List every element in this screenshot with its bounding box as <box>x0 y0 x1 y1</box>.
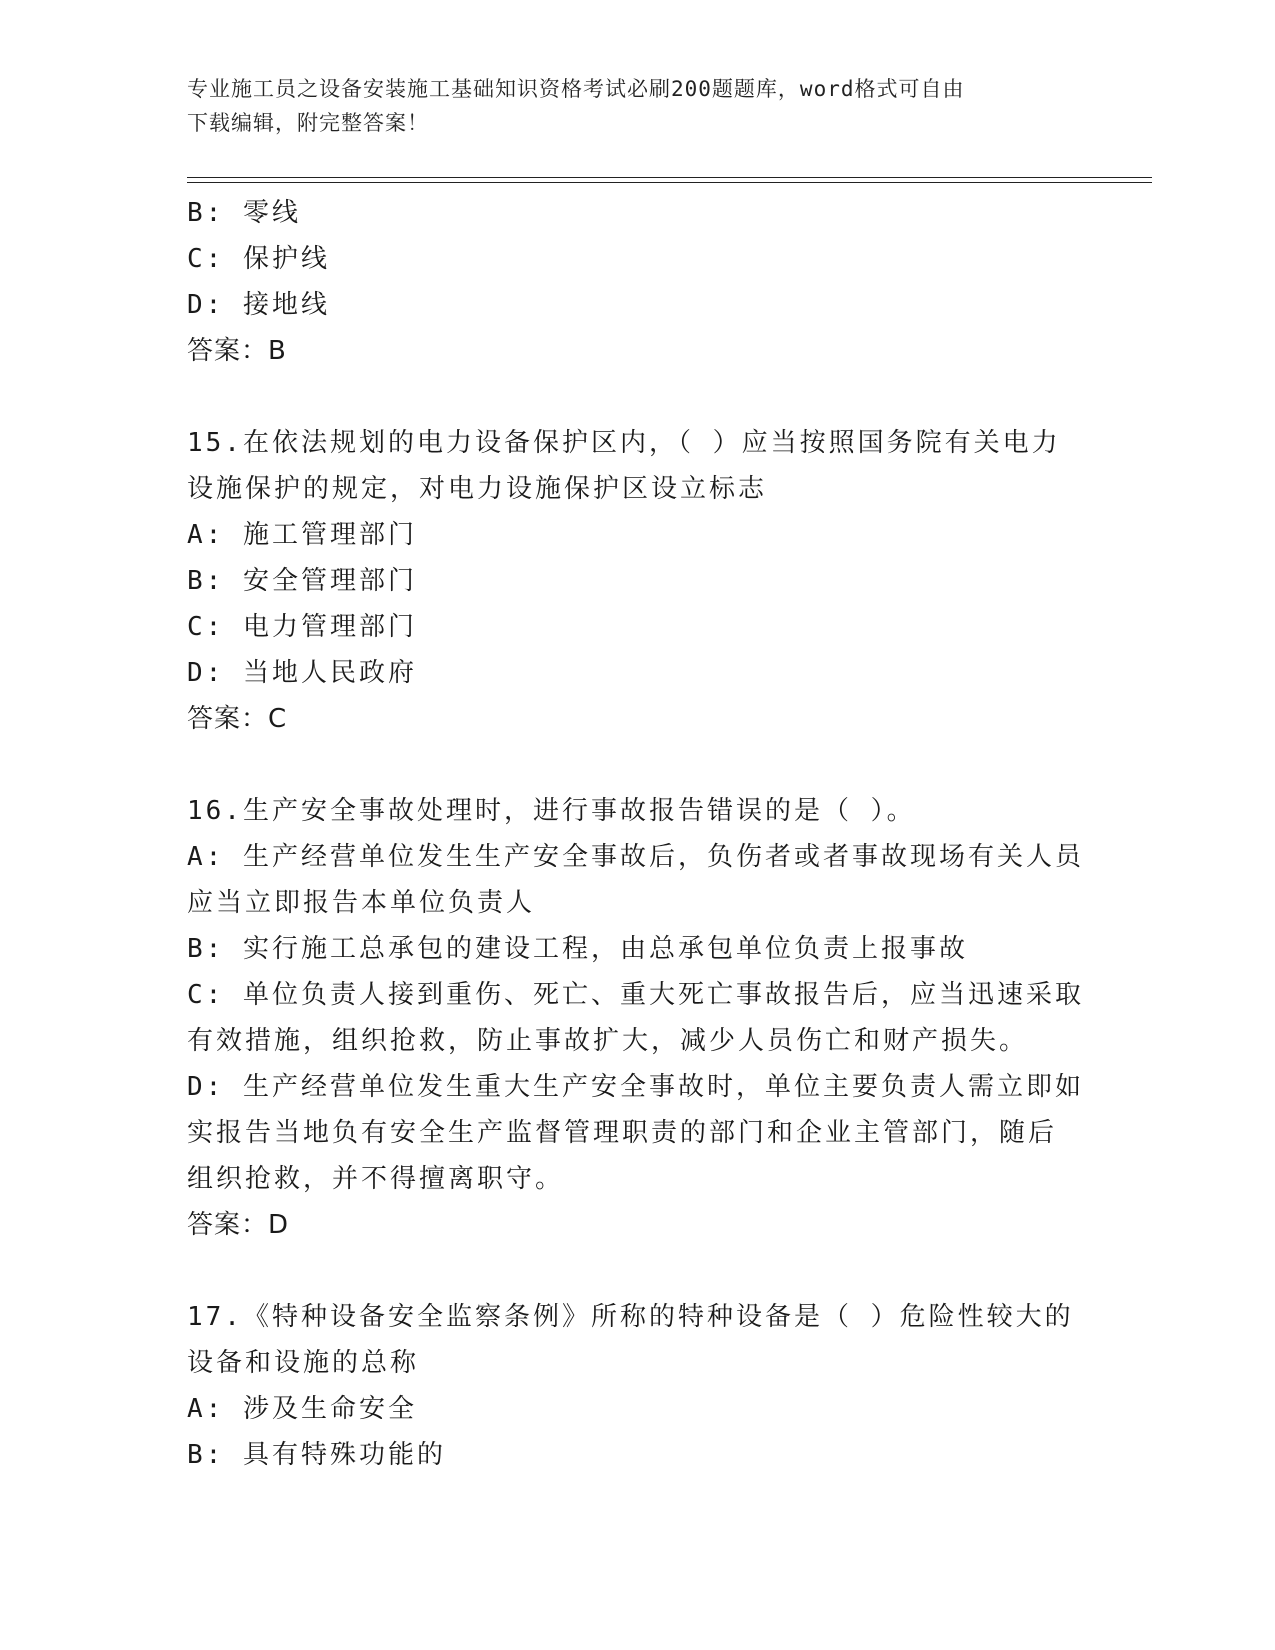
document-header <box>187 72 1077 140</box>
header-rule-top <box>187 177 1152 178</box>
spacer <box>187 742 1087 788</box>
prev-question-block <box>187 190 1087 374</box>
question-17-block <box>187 1294 1087 1478</box>
question-16-block <box>187 788 1087 1248</box>
option-c: C: 保护线 <box>187 244 330 274</box>
option-b: B: 实行施工总承包的建设工程，由总承包单位负责上报事故 <box>187 934 968 964</box>
answer-line: 答案：B <box>187 336 287 366</box>
option-d-cont: 实报告当地负有安全生产监督管理职责的部门和企业主管部门，随后 <box>187 1118 1058 1148</box>
option-a-cont: 应当立即报告本单位负责人 <box>187 888 536 918</box>
option-d: D: 当地人民政府 <box>187 658 417 688</box>
option-a: A: 涉及生命安全 <box>187 1394 417 1424</box>
question-stem: 15.在依法规划的电力设备保护区内，（ ）应当按照国务院有关电力 <box>187 428 1061 458</box>
question-content <box>187 190 1087 1478</box>
answer-line: 答案：C <box>187 704 288 734</box>
spacer <box>187 1248 1087 1294</box>
option-b: B: 具有特殊功能的 <box>187 1440 446 1470</box>
option-b: B: 零线 <box>187 198 301 228</box>
spacer <box>187 374 1087 420</box>
header-line-2: 下载编辑，附完整答案！ <box>187 111 429 135</box>
option-d-cont: 组织抢救，并不得擅离职守。 <box>187 1164 565 1194</box>
question-15-block <box>187 420 1087 742</box>
question-stem: 17.《特种设备安全监察条例》所称的特种设备是（ ）危险性较大的 <box>187 1302 1074 1332</box>
option-c: C: 单位负责人接到重伤、死亡、重大死亡事故报告后，应当迅速采取 <box>187 980 1084 1010</box>
option-a: A: 生产经营单位发生生产安全事故后，负伤者或者事故现场有关人员 <box>187 842 1084 872</box>
option-c: C: 电力管理部门 <box>187 612 417 642</box>
question-stem-cont: 设施保护的规定，对电力设施保护区设立标志 <box>187 474 768 504</box>
question-stem-cont: 设备和设施的总称 <box>187 1348 420 1378</box>
option-d: D: 生产经营单位发生重大生产安全事故时，单位主要负责人需立即如 <box>187 1072 1084 1102</box>
question-stem: 16.生产安全事故处理时，进行事故报告错误的是（ ）。 <box>187 796 916 826</box>
option-b: B: 安全管理部门 <box>187 566 417 596</box>
option-c-cont: 有效措施，组织抢救，防止事故扩大，减少人员伤亡和财产损失。 <box>187 1026 1029 1056</box>
option-d: D: 接地线 <box>187 290 330 320</box>
option-a: A: 施工管理部门 <box>187 520 417 550</box>
header-line-1: 专业施工员之设备安装施工基础知识资格考试必刷200题题库，word格式可自由 <box>187 77 965 101</box>
answer-line: 答案：D <box>187 1210 290 1240</box>
header-rule-bottom <box>187 182 1152 183</box>
